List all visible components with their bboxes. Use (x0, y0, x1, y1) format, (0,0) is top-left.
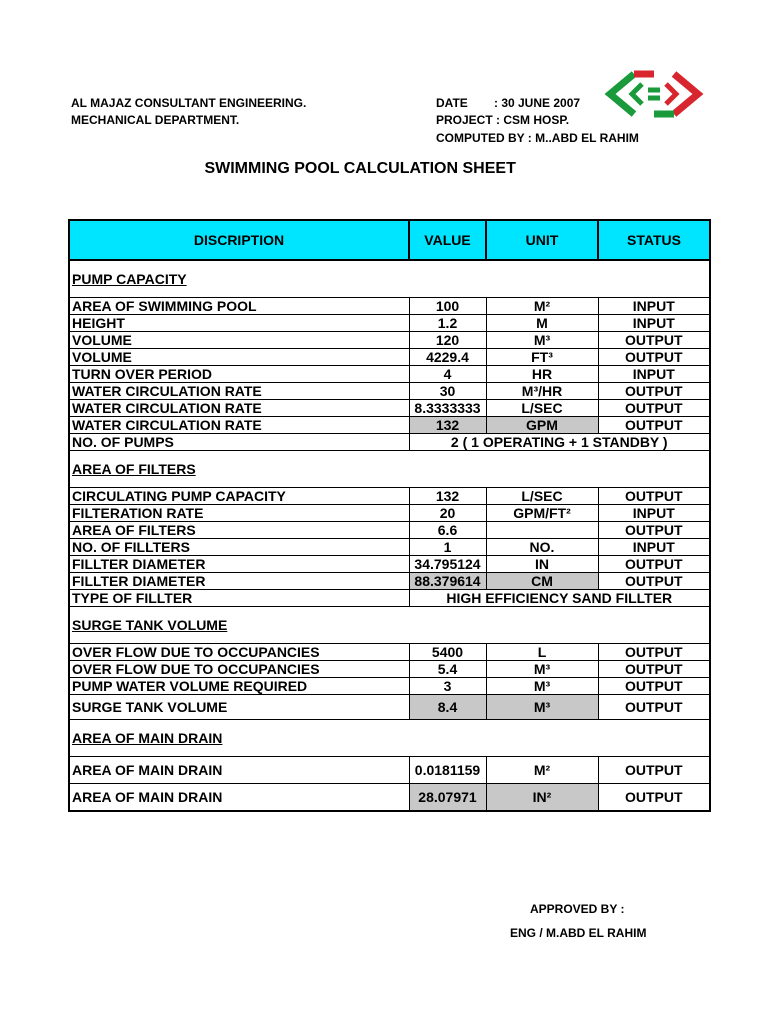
row-description: FILLTER DIAMETER (69, 573, 409, 590)
row-unit: M³ (486, 332, 598, 349)
row-status: OUTPUT (598, 417, 710, 434)
section-header-row (69, 607, 710, 644)
table-row (69, 417, 710, 434)
table-row (69, 757, 710, 784)
row-status: INPUT (598, 505, 710, 522)
row-status: INPUT (598, 298, 710, 315)
table-row (69, 366, 710, 383)
row-value: 1 (409, 539, 486, 556)
row-unit: L (486, 644, 598, 661)
table-row (69, 522, 710, 539)
row-status: OUTPUT (598, 678, 710, 695)
row-description: OVER FLOW DUE TO OCCUPANCIES (69, 644, 409, 661)
row-description: FILLTER DIAMETER (69, 556, 409, 573)
section-title: PUMP CAPACITY (69, 260, 710, 298)
row-description: VOLUME (69, 349, 409, 366)
row-description: VOLUME (69, 332, 409, 349)
company-name: AL MAJAZ CONSULTANT ENGINEERING. (71, 96, 307, 110)
row-value: 132 (409, 488, 486, 505)
table-row (69, 400, 710, 417)
row-description: NO. OF FILLTERS (69, 539, 409, 556)
row-description: AREA OF FILTERS (69, 522, 409, 539)
row-description: NO. OF PUMPS (69, 434, 409, 451)
table-row (69, 315, 710, 332)
row-status: OUTPUT (598, 400, 710, 417)
row-unit (486, 522, 598, 539)
row-unit: M³ (486, 695, 598, 720)
date-label: DATE (436, 96, 468, 110)
row-status: OUTPUT (598, 644, 710, 661)
row-value: 120 (409, 332, 486, 349)
section-title: AREA OF MAIN DRAIN (69, 720, 710, 757)
table-row (69, 383, 710, 400)
company-logo-icon (604, 70, 704, 118)
date-value: : 30 JUNE 2007 (494, 96, 581, 110)
table-row (69, 661, 710, 678)
table-header-row (69, 220, 710, 260)
row-value: 5400 (409, 644, 486, 661)
row-merged-value: 2 ( 1 OPERATING + 1 STANDBY ) (409, 434, 710, 451)
row-unit: L/SEC (486, 400, 598, 417)
row-unit: IN² (486, 784, 598, 812)
column-header: DISCRIPTION (69, 220, 409, 260)
table-row (69, 678, 710, 695)
row-unit: M² (486, 298, 598, 315)
computed-by: COMPUTED BY : M..ABD EL RAHIM (436, 131, 639, 145)
row-unit: M² (486, 757, 598, 784)
table-row (69, 695, 710, 720)
project-label: PROJECT : CSM HOSP. (436, 113, 570, 127)
row-description: TYPE OF FILLTER (69, 590, 409, 607)
row-description: FILTERATION RATE (69, 505, 409, 522)
table-row (69, 573, 710, 590)
row-value: 20 (409, 505, 486, 522)
row-unit: FT³ (486, 349, 598, 366)
approver-name: ENG / M.ABD EL RAHIM (510, 926, 647, 940)
row-description: WATER CIRCULATION RATE (69, 383, 409, 400)
row-unit: M³ (486, 661, 598, 678)
section-header-row (69, 720, 710, 757)
approved-by-label: APPROVED BY : (530, 902, 625, 916)
row-value: 1.2 (409, 315, 486, 332)
row-value: 5.4 (409, 661, 486, 678)
column-header: UNIT (486, 220, 598, 260)
row-status: OUTPUT (598, 488, 710, 505)
row-value: 28.07971 (409, 784, 486, 812)
table-row (69, 556, 710, 573)
row-value: 100 (409, 298, 486, 315)
table-row (69, 434, 710, 451)
row-value: 0.0181159 (409, 757, 486, 784)
table-row (69, 488, 710, 505)
calculation-table (68, 219, 711, 812)
table-row (69, 644, 710, 661)
row-unit: CM (486, 573, 598, 590)
row-unit: M³ (486, 678, 598, 695)
table-row (69, 332, 710, 349)
table-row (69, 784, 710, 812)
table-row (69, 590, 710, 607)
row-value: 6.6 (409, 522, 486, 539)
row-value: 8.3333333 (409, 400, 486, 417)
column-header: STATUS (598, 220, 710, 260)
row-status: OUTPUT (598, 556, 710, 573)
row-status: OUTPUT (598, 522, 710, 539)
row-description: CIRCULATING PUMP CAPACITY (69, 488, 409, 505)
row-unit: L/SEC (486, 488, 598, 505)
row-value: 30 (409, 383, 486, 400)
row-unit: GPM (486, 417, 598, 434)
row-value: 4229.4 (409, 349, 486, 366)
row-description: WATER CIRCULATION RATE (69, 417, 409, 434)
table-row (69, 505, 710, 522)
row-status: OUTPUT (598, 757, 710, 784)
row-value: 88.379614 (409, 573, 486, 590)
row-description: AREA OF MAIN DRAIN (69, 784, 409, 812)
row-value: 4 (409, 366, 486, 383)
column-header: VALUE (409, 220, 486, 260)
row-status: OUTPUT (598, 332, 710, 349)
section-header-row (69, 260, 710, 298)
table-row (69, 349, 710, 366)
row-value: 8.4 (409, 695, 486, 720)
row-status: OUTPUT (598, 573, 710, 590)
row-merged-value: HIGH EFFICIENCY SAND FILLTER (409, 590, 710, 607)
section-title: AREA OF FILTERS (69, 451, 710, 488)
row-value: 132 (409, 417, 486, 434)
row-status: OUTPUT (598, 695, 710, 720)
row-description: WATER CIRCULATION RATE (69, 400, 409, 417)
row-unit: IN (486, 556, 598, 573)
row-description: SURGE TANK VOLUME (69, 695, 409, 720)
row-description: HEIGHT (69, 315, 409, 332)
row-status: INPUT (598, 315, 710, 332)
table-row (69, 539, 710, 556)
row-description: OVER FLOW DUE TO OCCUPANCIES (69, 661, 409, 678)
row-status: OUTPUT (598, 383, 710, 400)
row-unit: NO. (486, 539, 598, 556)
page-title: SWIMMING POOL CALCULATION SHEET (200, 160, 516, 177)
row-status: OUTPUT (598, 661, 710, 678)
row-unit: M³/HR (486, 383, 598, 400)
row-unit: GPM/FT² (486, 505, 598, 522)
row-status: INPUT (598, 539, 710, 556)
row-status: OUTPUT (598, 349, 710, 366)
row-description: PUMP WATER VOLUME REQUIRED (69, 678, 409, 695)
row-status: OUTPUT (598, 784, 710, 812)
row-description: AREA OF MAIN DRAIN (69, 757, 409, 784)
row-description: AREA OF SWIMMING POOL (69, 298, 409, 315)
department-name: MECHANICAL DEPARTMENT. (71, 113, 240, 127)
row-value: 34.795124 (409, 556, 486, 573)
row-unit: M (486, 315, 598, 332)
row-unit: HR (486, 366, 598, 383)
row-status: INPUT (598, 366, 710, 383)
row-description: TURN OVER PERIOD (69, 366, 409, 383)
table-row (69, 298, 710, 315)
section-title: SURGE TANK VOLUME (69, 607, 710, 644)
section-header-row (69, 451, 710, 488)
row-value: 3 (409, 678, 486, 695)
